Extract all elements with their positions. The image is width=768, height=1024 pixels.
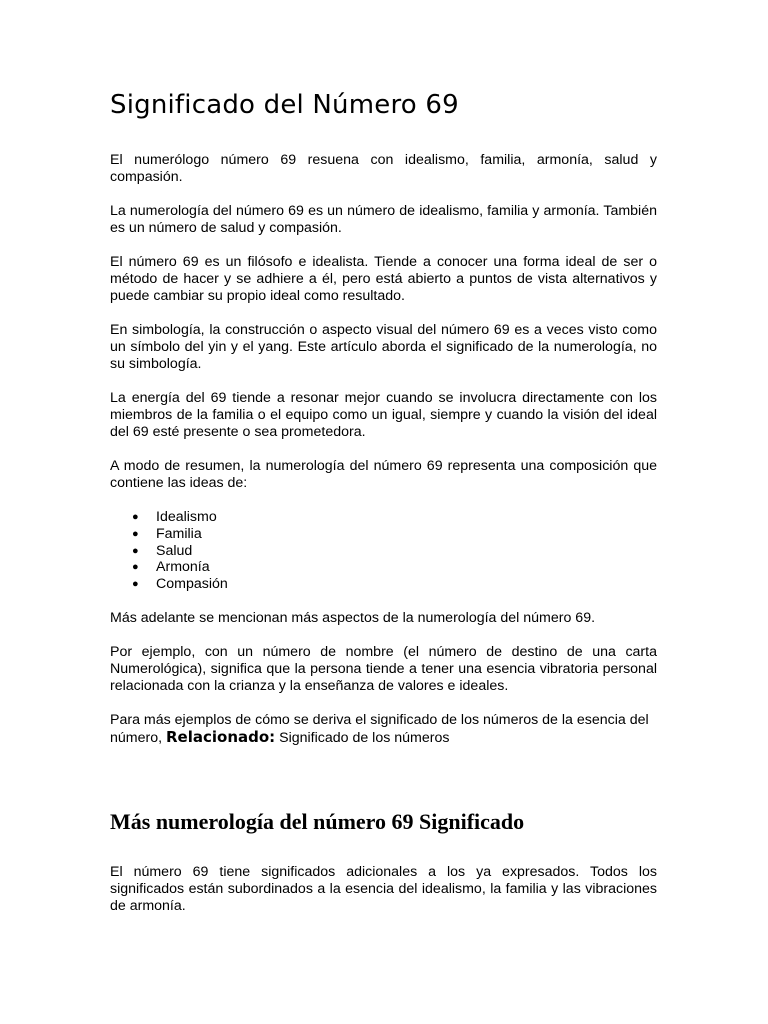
paragraph: La numerología del número 69 es un número de idealismo, familia y armonía. También es un número de salud y compasión. bbox=[110, 203, 657, 236]
list-item bbox=[132, 576, 657, 593]
list-item bbox=[132, 525, 657, 543]
bullet-icon: ● bbox=[132, 544, 139, 557]
list-item-label: Salud bbox=[156, 542, 193, 559]
list-item-label: Idealismo bbox=[156, 508, 217, 525]
bullet-icon: ● bbox=[132, 527, 139, 540]
bullet-icon: ● bbox=[132, 510, 139, 523]
paragraph: El número 69 tiene significados adicionales a los ya expresados. Todos los significados están subordinados a la esencia del idealismo, la familia y las vibraciones de armonía. bbox=[110, 864, 657, 914]
paragraph: El número 69 es un filósofo e idealista. Tiende a conocer una forma ideal de ser o método de hacer y se adhiere a él, pero está abierto a puntos de vista alternativos y puede cambiar su propio ideal como resultado. bbox=[110, 254, 657, 304]
list-item bbox=[132, 542, 657, 560]
section-heading: Más numerología del número 69 Significado bbox=[110, 809, 525, 834]
main-content bbox=[110, 152, 657, 764]
page-title: Significado del Número 69 bbox=[110, 90, 459, 120]
list-item-label: Familia bbox=[156, 525, 202, 542]
list-item bbox=[132, 508, 657, 526]
bullet-icon: ● bbox=[132, 561, 139, 574]
paragraph: A modo de resumen, la numerología del número 69 representa una composición que contiene las ideas de: bbox=[110, 457, 657, 491]
list-item-label: Compasión bbox=[156, 576, 228, 593]
related-text: Para más ejemplos de cómo se deriva el significado de los números de la esencia del número, bbox=[110, 712, 649, 746]
bullet-icon: ● bbox=[132, 578, 139, 591]
paragraph: La energía del 69 tiende a resonar mejor cuando se involucra directamente con los miembros de la familia o el equipo como un igual, siempre y cuando la visión del ideal del 69 esté presente o sea prometedora. bbox=[110, 389, 657, 440]
list-item bbox=[132, 559, 657, 576]
list-item-label: Armonía bbox=[156, 559, 210, 576]
related-paragraph bbox=[110, 712, 657, 747]
related-link[interactable]: Significado de los números bbox=[275, 729, 450, 746]
paragraph: Por ejemplo, con un número de nombre (el número de destino de una carta Numerológica), significa que la persona tiende a tener una esencia vibratoria personal relacionada con la crianza y la enseñanza de valores e ideales. bbox=[110, 644, 657, 694]
ideas-list bbox=[110, 509, 657, 593]
related-label: Relacionado: bbox=[166, 727, 276, 746]
paragraph: Más adelante se mencionan más aspectos de la numerología del número 69. bbox=[110, 609, 596, 626]
paragraph: En simbología, la construcción o aspecto visual del número 69 es a veces visto como un símbolo del yin y el yang. Este artículo aborda el significado de la numerología, no su simbología. bbox=[110, 322, 657, 372]
paragraph: El numerólogo número 69 resuena con idealismo, familia, armonía, salud y compasión. bbox=[110, 152, 657, 185]
section-content bbox=[110, 864, 657, 932]
